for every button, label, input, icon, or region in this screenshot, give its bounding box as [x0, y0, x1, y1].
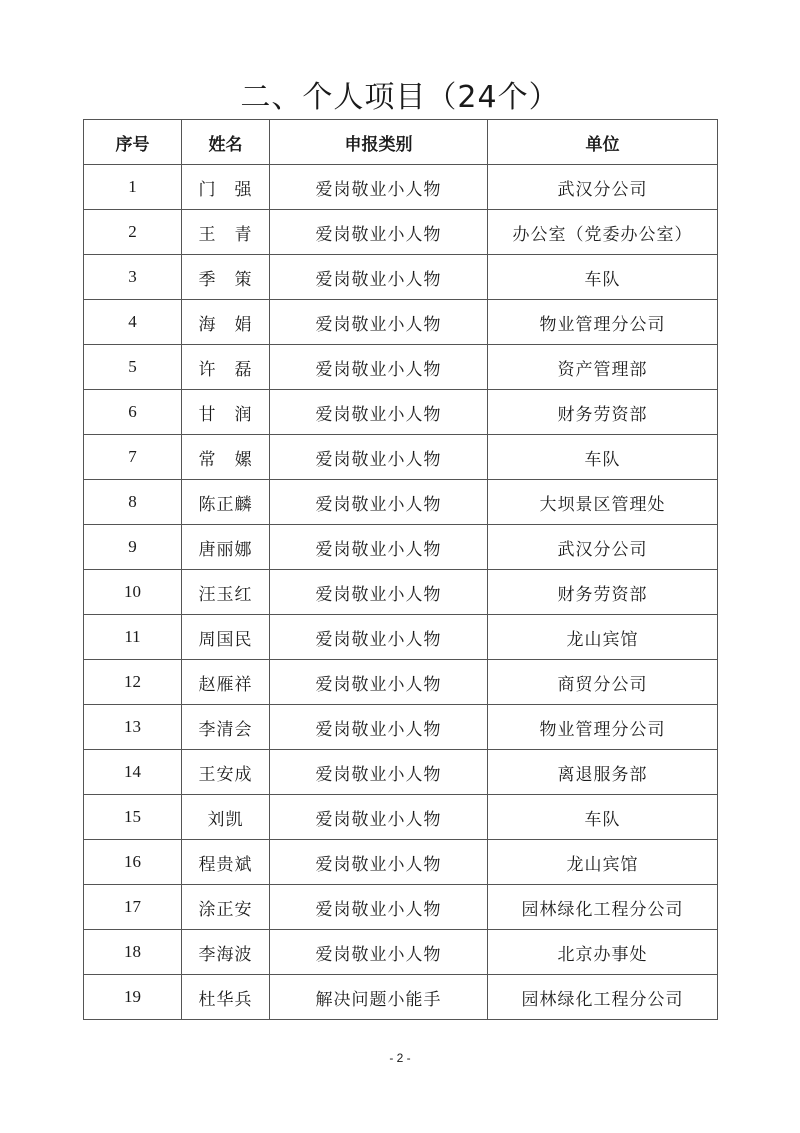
- header-unit: 单位: [488, 120, 718, 165]
- cell-seq: 12: [84, 660, 182, 705]
- cell-name: 常 嫘: [182, 435, 270, 480]
- cell-unit: 武汉分公司: [488, 525, 718, 570]
- table-row: [84, 885, 718, 930]
- cell-name: 赵雁祥: [182, 660, 270, 705]
- cell-seq: 5: [84, 345, 182, 390]
- cell-name: 季 策: [182, 255, 270, 300]
- cell-seq: 19: [84, 975, 182, 1020]
- table-row: [84, 255, 718, 300]
- page-title: 二、个人项目（24个）: [240, 80, 560, 115]
- cell-category: 爱岗敬业小人物: [270, 840, 488, 885]
- cell-unit: 商贸分公司: [488, 660, 718, 705]
- cell-unit: 车队: [488, 255, 718, 300]
- cell-unit: 大坝景区管理处: [488, 480, 718, 525]
- cell-unit: 离退服务部: [488, 750, 718, 795]
- table-row: [84, 840, 718, 885]
- cell-category: 爱岗敬业小人物: [270, 750, 488, 795]
- cell-category: 爱岗敬业小人物: [270, 210, 488, 255]
- header-name: 姓名: [182, 120, 270, 165]
- cell-unit: 武汉分公司: [488, 165, 718, 210]
- cell-name: 门 强: [182, 165, 270, 210]
- table-row: [84, 480, 718, 525]
- cell-name: 周国民: [182, 615, 270, 660]
- cell-seq: 17: [84, 885, 182, 930]
- cell-category: 爱岗敬业小人物: [270, 165, 488, 210]
- cell-name: 海 娟: [182, 300, 270, 345]
- cell-category: 解决问题小能手: [270, 975, 488, 1020]
- cell-seq: 16: [84, 840, 182, 885]
- cell-seq: 4: [84, 300, 182, 345]
- cell-category: 爱岗敬业小人物: [270, 570, 488, 615]
- cell-name: 王安成: [182, 750, 270, 795]
- cell-category: 爱岗敬业小人物: [270, 795, 488, 840]
- cell-category: 爱岗敬业小人物: [270, 525, 488, 570]
- table-row: [84, 750, 718, 795]
- cell-unit: 办公室（党委办公室）: [488, 210, 718, 255]
- cell-seq: 3: [84, 255, 182, 300]
- cell-category: 爱岗敬业小人物: [270, 480, 488, 525]
- cell-name: 杜华兵: [182, 975, 270, 1020]
- table-body: [84, 165, 718, 1020]
- cell-seq: 1: [84, 165, 182, 210]
- cell-seq: 10: [84, 570, 182, 615]
- table-row: [84, 930, 718, 975]
- table-row: [84, 435, 718, 480]
- cell-name: 陈正麟: [182, 480, 270, 525]
- cell-seq: 13: [84, 705, 182, 750]
- cell-name: 许 磊: [182, 345, 270, 390]
- table-row: [84, 345, 718, 390]
- table-row: [84, 570, 718, 615]
- cell-name: 刘凯: [182, 795, 270, 840]
- table-row: [84, 705, 718, 750]
- awards-table: [83, 119, 718, 1020]
- table-row: [84, 390, 718, 435]
- table-row: [84, 210, 718, 255]
- cell-unit: 园林绿化工程分公司: [488, 975, 718, 1020]
- cell-name: 汪玉红: [182, 570, 270, 615]
- cell-name: 唐丽娜: [182, 525, 270, 570]
- cell-seq: 2: [84, 210, 182, 255]
- cell-unit: 龙山宾馆: [488, 615, 718, 660]
- table-row: [84, 615, 718, 660]
- cell-seq: 6: [84, 390, 182, 435]
- cell-name: 甘 润: [182, 390, 270, 435]
- cell-seq: 11: [84, 615, 182, 660]
- cell-unit: 资产管理部: [488, 345, 718, 390]
- header-category: 申报类别: [270, 120, 488, 165]
- cell-seq: 8: [84, 480, 182, 525]
- page-number: - 2 -: [389, 1051, 411, 1065]
- cell-category: 爱岗敬业小人物: [270, 930, 488, 975]
- table-header: [84, 120, 718, 165]
- cell-seq: 18: [84, 930, 182, 975]
- cell-unit: 车队: [488, 435, 718, 480]
- cell-unit: 龙山宾馆: [488, 840, 718, 885]
- cell-seq: 14: [84, 750, 182, 795]
- table-row: [84, 795, 718, 840]
- cell-category: 爱岗敬业小人物: [270, 615, 488, 660]
- cell-category: 爱岗敬业小人物: [270, 390, 488, 435]
- cell-seq: 7: [84, 435, 182, 480]
- cell-unit: 园林绿化工程分公司: [488, 885, 718, 930]
- cell-category: 爱岗敬业小人物: [270, 345, 488, 390]
- cell-category: 爱岗敬业小人物: [270, 255, 488, 300]
- cell-category: 爱岗敬业小人物: [270, 435, 488, 480]
- table-row: [84, 660, 718, 705]
- cell-name: 涂正安: [182, 885, 270, 930]
- cell-unit: 物业管理分公司: [488, 300, 718, 345]
- cell-unit: 北京办事处: [488, 930, 718, 975]
- cell-name: 程贵斌: [182, 840, 270, 885]
- cell-seq: 15: [84, 795, 182, 840]
- cell-unit: 车队: [488, 795, 718, 840]
- table-row: [84, 300, 718, 345]
- cell-name: 李海波: [182, 930, 270, 975]
- header-seq: 序号: [84, 120, 182, 165]
- table-row: [84, 165, 718, 210]
- cell-seq: 9: [84, 525, 182, 570]
- table-row: [84, 525, 718, 570]
- cell-name: 李清会: [182, 705, 270, 750]
- cell-unit: 财务劳资部: [488, 390, 718, 435]
- cell-category: 爱岗敬业小人物: [270, 885, 488, 930]
- header-row: [84, 120, 718, 165]
- cell-unit: 物业管理分公司: [488, 705, 718, 750]
- table-row: [84, 975, 718, 1020]
- cell-category: 爱岗敬业小人物: [270, 300, 488, 345]
- cell-unit: 财务劳资部: [488, 570, 718, 615]
- cell-category: 爱岗敬业小人物: [270, 705, 488, 750]
- cell-name: 王 青: [182, 210, 270, 255]
- cell-category: 爱岗敬业小人物: [270, 660, 488, 705]
